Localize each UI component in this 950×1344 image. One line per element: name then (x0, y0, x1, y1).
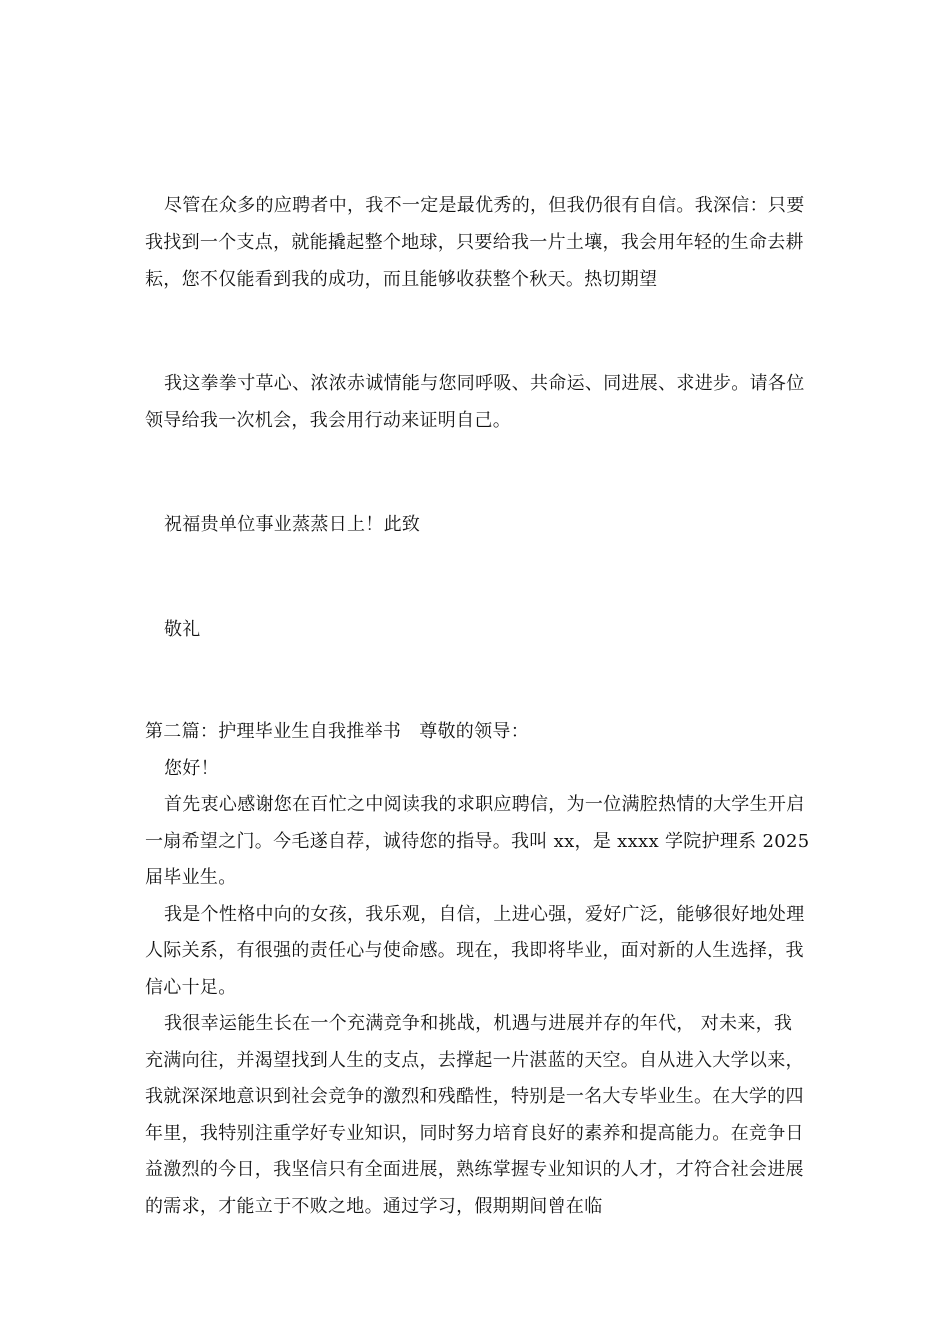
section-2-salutation: 尊敬的领导： (419, 721, 530, 742)
section-2-paragraph-1: 首先衷心感谢您在百忙之中阅读我的求职应聘信，为一位满腔热情的大学生开启一扇希望之门。今毛遂自荐，诚待您的指导。我叫 xx，是 xxxx 学院护理系 2025 届毕业生。 (145, 794, 810, 888)
section-2-title: 第二篇：护理毕业生自我推举书 (145, 721, 402, 742)
letter-closing-salute (145, 611, 810, 648)
paragraph-text: 尽管在众多的应聘者中，我不一定是最优秀的，但我仍很有自信。我深信：只要我找到一个支点，就能撬起整个地球，只要给我一片土壤，我会用年轻的生命去耕耘，您不仅能看到我的成功，而且能够收获整个秋天。热切期望 (145, 195, 805, 290)
paragraph-text: 我这拳拳寸草心、浓浓赤诚情能与您同呼吸、共命运、同进展、求进步。请各位领导给我一次机会，我会用行动来证明自己。 (145, 373, 805, 431)
section-2-greeting: 您好！ (164, 757, 219, 779)
paragraph-text: 敬礼 (164, 619, 201, 640)
section-2-paragraph-2: 我是个性格中向的女孩，我乐观，自信，上进心强，爱好广泛，能够很好地处理人际关系，有很强的责任心与使命感。现在，我即将毕业，面对新的人生选择，我信心十足。 (145, 903, 805, 998)
letter-closing-paragraph-2 (145, 365, 810, 439)
section-2-heading-line (145, 714, 810, 751)
paragraph-text: 祝福贵单位事业蒸蒸日上！此致 (164, 514, 421, 535)
letter-closing-paragraph-1 (145, 187, 810, 298)
section-2-paragraph-3: 我很幸运能生长在一个充满竞争和挑战，机遇与进展并存的年代， 对未来，我充满向往，并渴望找到人生的支点，去撑起一片湛蓝的天空。自从进入大学以来，我就深深地意识到社会竞争的激烈和残酷性，特别是一名大专毕业生。在大学的四年里，我特别注重学好专业知识，同时努力培育良好的素养和提高能力。在竞争日益激烈的今日，我坚信只有全面进展，熟练掌握专业知识的人才，才符合社会进展的需求，才能立于不败之地。通过学习，假期期间曾在临 (145, 1013, 804, 1217)
section-2-body (145, 714, 810, 1225)
letter-closing-wishes (145, 506, 810, 543)
